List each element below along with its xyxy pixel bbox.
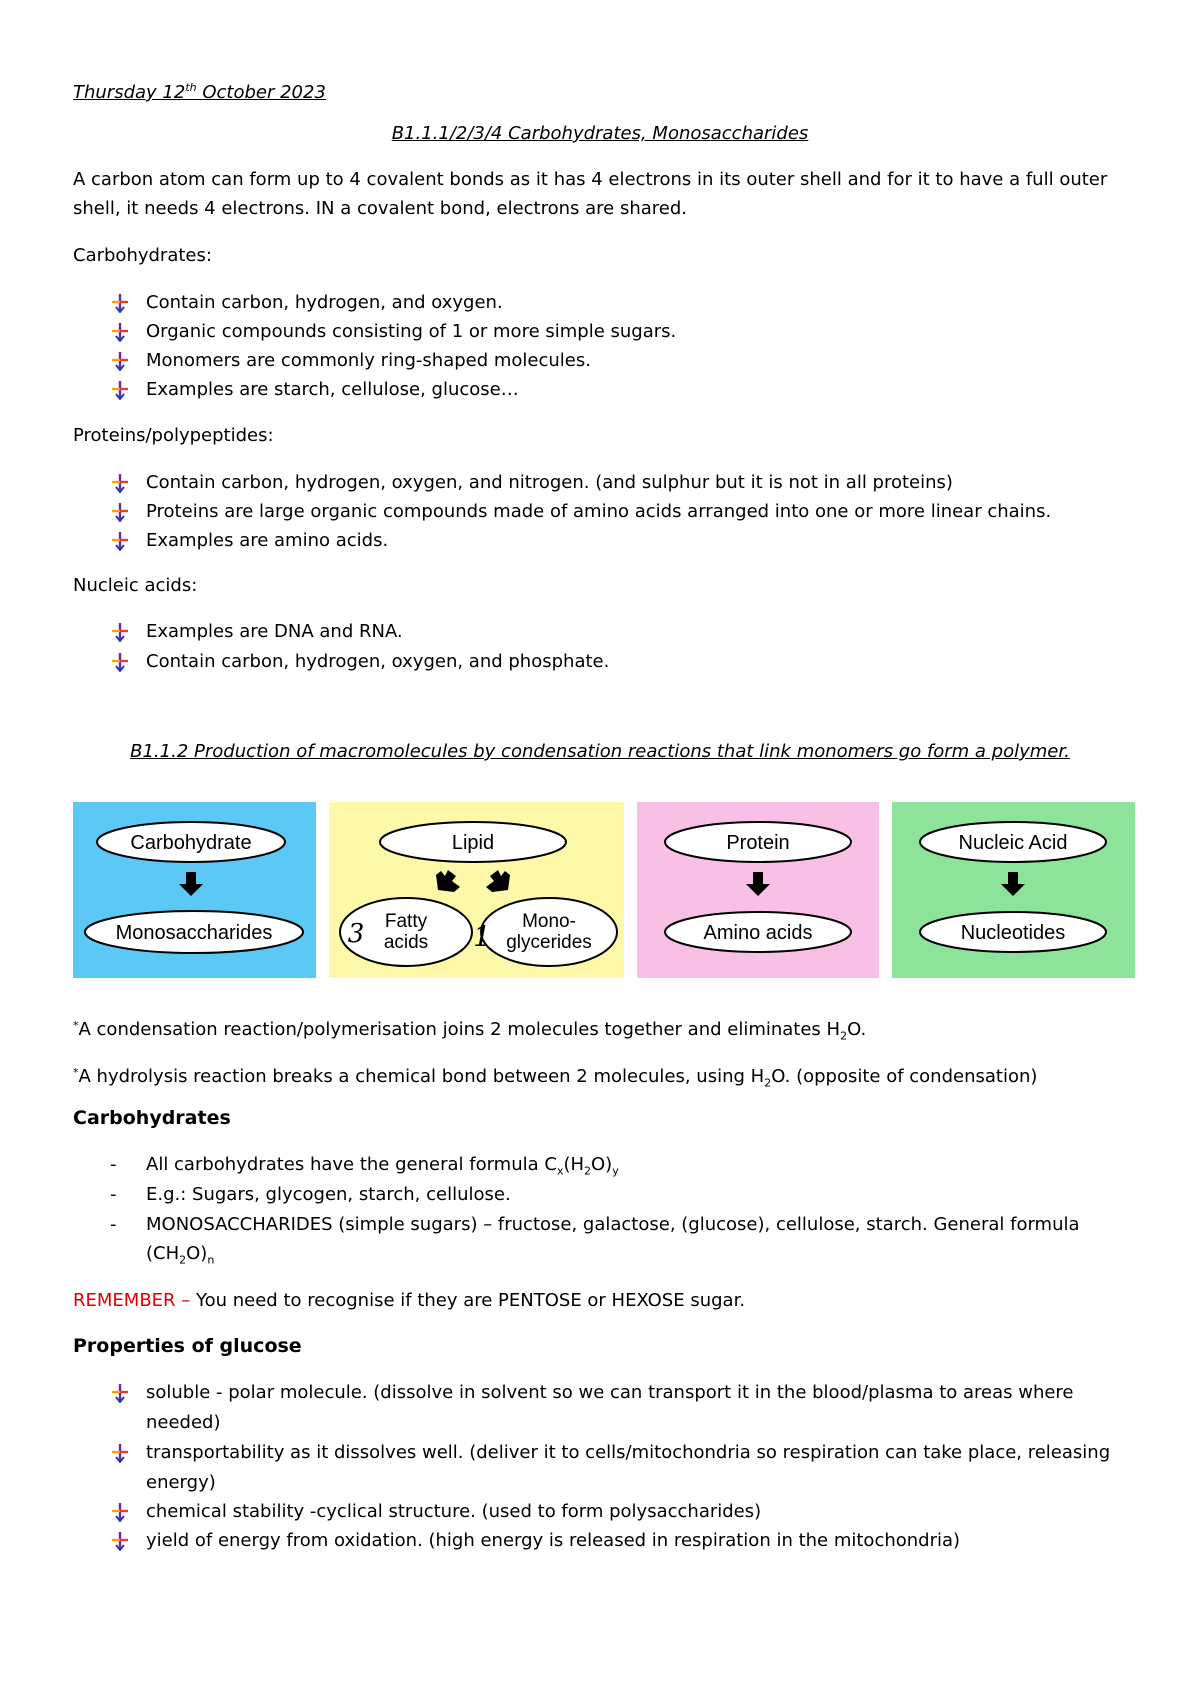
handwritten-one: 1 [473, 920, 491, 953]
proteins-label: Proteins/polypeptides: [73, 425, 274, 446]
list-item: Examples are DNA and RNA. [146, 621, 403, 642]
remember-text: You need to recognise if they are PENTOSE or HEXOSE sugar. [196, 1290, 746, 1311]
asterisk-mark: * [73, 1066, 79, 1079]
formula-text: All carbohydrates have the general formula C [146, 1154, 557, 1175]
formula-sub-2: 2 [584, 1164, 592, 1178]
list-item: Proteins are large organic compounds made of amino acids arranged into one or more linear chains. [146, 501, 1052, 522]
protein-label: Protein [726, 832, 790, 854]
hydrolysis-line [73, 1061, 1037, 1096]
asterisk-mark: * [73, 1019, 79, 1032]
arrow-bullet-icon [111, 1383, 129, 1403]
date-prefix: Thursday 12 [73, 82, 186, 103]
list-item: Monomers are commonly ring-shaped molecules. [146, 350, 591, 371]
arrow-bullet-icon [111, 1531, 129, 1551]
glucose-property: transportability as it dissolves well. (deliver it to cells/mitochondria so respiration can take place, releasing [146, 1442, 1111, 1463]
arrow-bullet-icon [111, 531, 129, 551]
list-item: Contain carbon, hydrogen, oxygen, and phosphate. [146, 651, 610, 672]
arrow-bullet-icon [111, 622, 129, 642]
list-item: Examples are amino acids. [146, 530, 389, 551]
date-sup: th [185, 81, 197, 94]
arrow-bullet-icon [111, 502, 129, 522]
monoglycerides-line-1: Mono- [522, 911, 576, 932]
intro-line-1: A carbon atom can form up to 4 covalent bonds as it has 4 electrons in its outer shell and for it to have a full outer [73, 169, 1108, 190]
formula-mid: O) [186, 1243, 208, 1264]
macromolecule-diagram [73, 800, 1135, 980]
carb-list-item-1 [146, 1153, 619, 1184]
carb-list-item-3-line-2 [146, 1242, 214, 1273]
monosaccharides-label: Monosaccharides [115, 922, 273, 944]
condensation-line [73, 1014, 866, 1049]
glucose-property-continued: needed) [146, 1412, 221, 1433]
date-suffix: October 2023 [196, 82, 326, 103]
nucleotides-label: Nucleotides [960, 922, 1066, 944]
arrow-bullet-icon [111, 1443, 129, 1463]
hydrolysis-sub: 2 [764, 1076, 772, 1090]
nucleic-acid-label: Nucleic Acid [958, 832, 1068, 854]
amino-acids-label: Amino acids [703, 922, 813, 944]
list-item: Contain carbon, hydrogen, and oxygen. [146, 292, 503, 313]
hydrolysis-text: A hydrolysis reaction breaks a chemical bond between 2 molecules, using H [78, 1066, 765, 1087]
list-item: Contain carbon, hydrogen, oxygen, and nitrogen. (and sulphur but it is not in all proteins) [146, 472, 953, 493]
section-title-2: B1.1.2 Production of macromolecules by condensation reactions that link monomers go form a polymer. [130, 741, 1070, 762]
arrow-bullet-icon [111, 380, 129, 400]
formula-sub-y: y [612, 1164, 619, 1178]
formula-sub-2: 2 [179, 1253, 187, 1267]
glucose-heading: Properties of glucose [73, 1335, 302, 1357]
condensation-post: O. [847, 1019, 867, 1040]
arrow-bullet-icon [111, 652, 129, 672]
glucose-property-continued: energy) [146, 1472, 216, 1493]
glucose-property: soluble - polar molecule. (dissolve in solvent so we can transport it in the blood/plasma to areas where [146, 1382, 1074, 1403]
carbs-label: Carbohydrates: [73, 245, 212, 266]
carb-list-item-2: E.g.: Sugars, glycogen, starch, cellulose. [146, 1184, 511, 1205]
fatty-acids-line-1: Fatty [384, 911, 428, 932]
arrow-bullet-icon [111, 293, 129, 313]
dash-marker: - [110, 1154, 117, 1175]
arrow-bullet-icon [111, 1502, 129, 1522]
lipid-label: Lipid [451, 832, 495, 854]
arrow-bullet-icon [111, 322, 129, 342]
monoglycerides-line-2: glycerides [506, 932, 592, 953]
formula-sub-n: n [207, 1253, 215, 1267]
carbohydrate-label: Carbohydrate [130, 832, 252, 854]
dash-marker: - [110, 1214, 117, 1235]
hydrolysis-post: O. (opposite of condensation) [771, 1066, 1038, 1087]
formula-text: (CH [146, 1243, 180, 1264]
handwritten-three: 3 [347, 919, 365, 949]
list-item: Organic compounds consisting of 1 or more simple sugars. [146, 321, 677, 342]
nucleic-label: Nucleic acids: [73, 575, 198, 596]
glucose-property: chemical stability -cyclical structure. (used to form polysaccharides) [146, 1501, 762, 1522]
carb-list-item-3: MONOSACCHARIDES (simple sugars) – fructose, galactose, (glucose), cellulose, starch. General formula [146, 1214, 1080, 1235]
condensation-text: A condensation reaction/polymerisation joins 2 molecules together and eliminates H [78, 1019, 841, 1040]
section-title-1: B1.1.1/2/3/4 Carbohydrates, Monosaccharides [391, 123, 809, 144]
formula-mid2: O) [591, 1154, 613, 1175]
remember-line [73, 1289, 745, 1313]
arrow-bullet-icon [111, 473, 129, 493]
arrow-bullet-icon [111, 351, 129, 371]
glucose-property: yield of energy from oxidation. (high energy is released in respiration in the mitochondria) [146, 1530, 961, 1551]
dash-marker: - [110, 1184, 117, 1205]
formula-mid: (H [563, 1154, 585, 1175]
formula-sub-x: x [556, 1164, 564, 1178]
date-line [73, 76, 326, 105]
carbohydrates-heading: Carbohydrates [73, 1107, 231, 1129]
remember-label: REMEMBER – [73, 1290, 196, 1311]
intro-line-2: shell, it needs 4 electrons. IN a covalent bond, electrons are shared. [73, 198, 688, 219]
fatty-acids-line-2: acids [383, 932, 429, 953]
condensation-sub: 2 [840, 1029, 848, 1043]
list-item: Examples are starch, cellulose, glucose… [146, 379, 519, 400]
